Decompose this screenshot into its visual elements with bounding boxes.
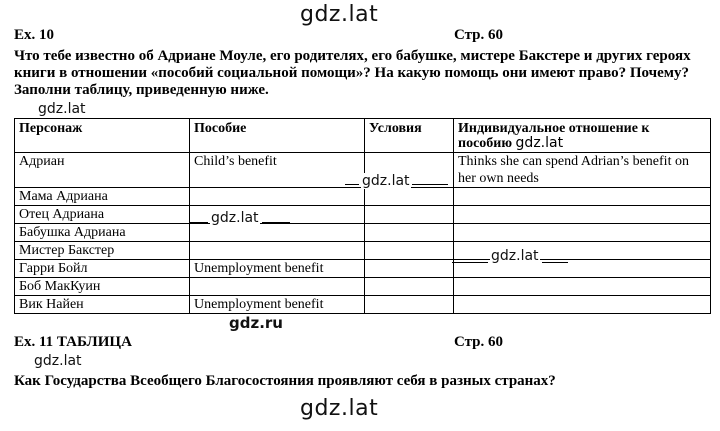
watermark-table-right: gdz.lat [491, 248, 539, 264]
table-row [15, 296, 711, 314]
watermark-table-left: gdz.lat [211, 210, 259, 226]
table-row [15, 224, 711, 242]
table-cell [365, 242, 454, 260]
watermark-underline [345, 184, 359, 185]
watermark-ru: gdz.ru [229, 314, 283, 332]
table-cell: Отец Адриана [15, 206, 190, 224]
table-cell [190, 242, 365, 260]
table-cell [365, 224, 454, 242]
table-cell: Вик Найен [15, 296, 190, 314]
watermark-bottom: gdz.lat [300, 396, 379, 421]
watermark-table-top: gdz.lat [38, 101, 86, 117]
table-cell [365, 296, 454, 314]
table-cell: Unemployment benefit [190, 296, 365, 314]
exercise-11-page: Стр. 60 [454, 334, 504, 350]
table-row [15, 206, 711, 224]
table-row [15, 260, 711, 278]
exercise-11-label: Ex. 11 ТАБЛИЦА [14, 334, 132, 350]
table-header: Условия [365, 119, 454, 153]
table-cell: Мама Адриана [15, 188, 190, 206]
table-cell [454, 278, 711, 296]
table-cell: Гарри Бойл [15, 260, 190, 278]
table-cell [190, 278, 365, 296]
watermark-underline [452, 262, 488, 263]
table-cell [365, 188, 454, 206]
table-cell: Адриан [15, 153, 190, 188]
exercise-11-question: Как Государства Всеобщего Благосостояния проявляют себя в разных странах? [14, 373, 556, 389]
exercise-10-label: Ex. 10 [14, 27, 55, 43]
table-cell [190, 188, 365, 206]
table-row [15, 242, 711, 260]
watermark-table-mid: gdz.lat [362, 173, 410, 189]
table-cell [365, 260, 454, 278]
table-row [15, 188, 711, 206]
watermark-underline [542, 262, 568, 263]
watermark-ex11: gdz.lat [34, 353, 82, 369]
watermark-header: gdz.lat [515, 135, 564, 151]
table-header: Пособие [190, 119, 365, 153]
table-cell [365, 278, 454, 296]
table-cell: Thinks she can spend Adrian’s benefit on her own needs [454, 153, 711, 188]
table-row [15, 278, 711, 296]
table-cell [365, 206, 454, 224]
table-cell [190, 224, 365, 242]
table-header-row [15, 119, 711, 153]
table-cell: Боб МакКуин [15, 278, 190, 296]
watermark-underline [412, 184, 448, 185]
table-cell [454, 206, 711, 224]
watermark-underline [262, 222, 290, 223]
benefits-table [14, 118, 711, 314]
watermark-underline [190, 222, 208, 223]
table-cell [454, 296, 711, 314]
table-cell [454, 188, 711, 206]
table-cell: Мистер Бакстер [15, 242, 190, 260]
table-cell: Child’s benefit [190, 153, 365, 188]
exercise-10-task: Что тебе известно об Адриане Моуле, его родителях, его бабушке, мистере Бакстере и других героях книги в отношении «пособий социальной помощи»? На какую помощь они имеют право? Почему? Заполни таблицу, приведенную ниже. [14, 48, 691, 98]
watermark-top: gdz.lat [300, 2, 379, 27]
table-header: Персонаж [15, 119, 190, 153]
table-cell [454, 224, 711, 242]
table-cell: Бабушка Адриана [15, 224, 190, 242]
table-header: Индивидуальное отношение к пособию gdz.lat [454, 119, 711, 153]
table-cell: Unemployment benefit [190, 260, 365, 278]
exercise-10-page: Стр. 60 [454, 27, 504, 43]
